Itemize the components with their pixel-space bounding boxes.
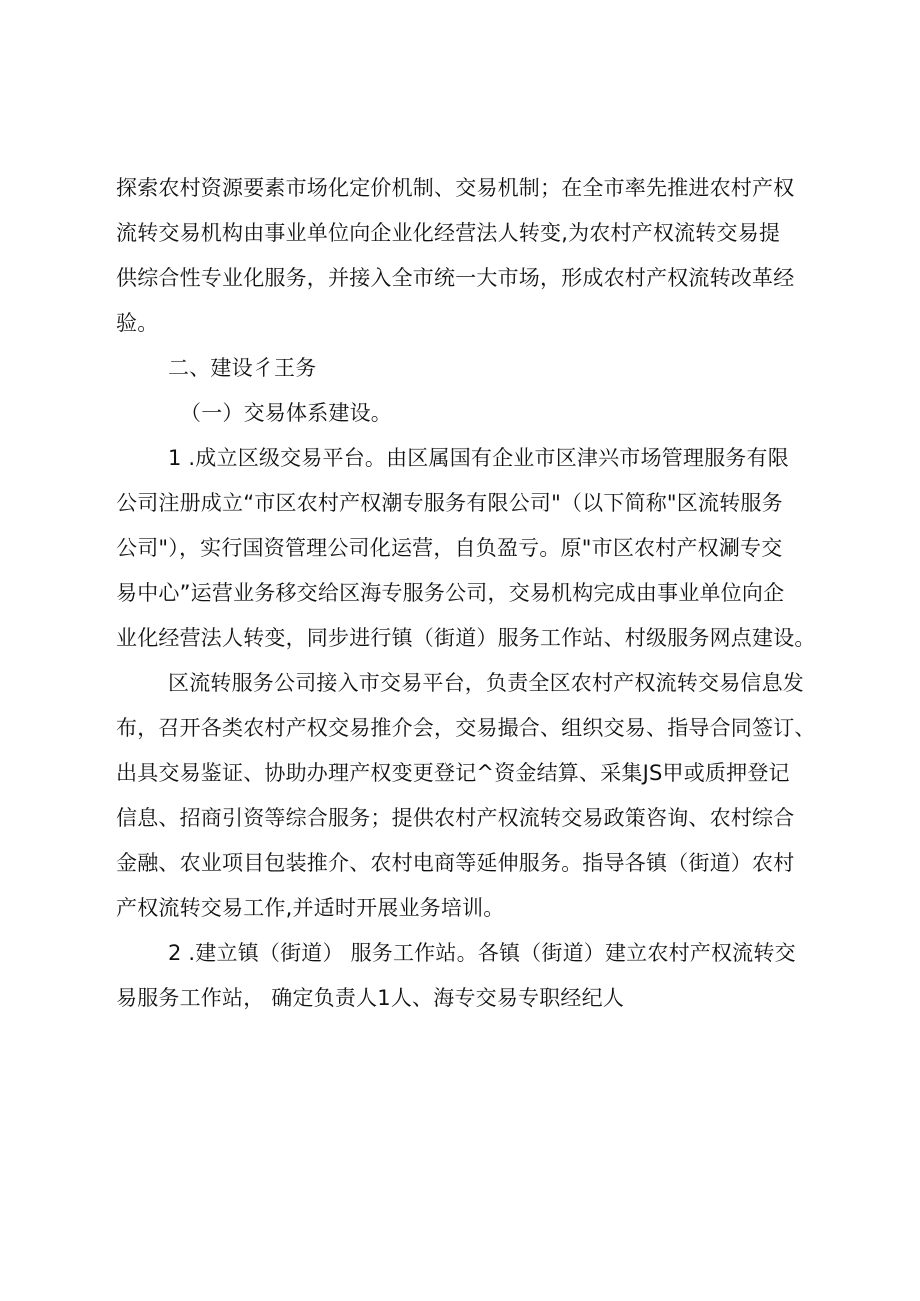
paragraph-line: 易中心”运营业务移交给区海专服务公司，交易机构完成由事业单位向企 [116, 581, 785, 605]
paragraph-line: 1 .成立区级交易平台。由区属国有企业市区津兴市场管理服务有限 [168, 446, 789, 470]
section-heading: 二、建设彳王务 [168, 356, 317, 380]
paragraph-line: 探索农村资源要素市场化定价机制、交易机制；在全市率先推进农村产权 [116, 176, 795, 200]
subsection-heading: （一）交易体系建设。 [180, 401, 392, 425]
paragraph-line: 供综合性专业化服务，并接入全市统一大市场，形成农村产权流转改革经 [116, 266, 795, 290]
paragraph-line: 流转交易机构由事业单位向企业化经营法人转变,为农村产权流转交易提 [116, 221, 781, 245]
paragraph-line: 信息、招商引资等综合服务；提供农村产权流转交易政策咨询、农村综合 [116, 806, 795, 830]
paragraph-line: 金融、农业项目包装推介、农村电商等延伸服务。指导各镇（街道）农村 [116, 851, 795, 875]
paragraph-line: 2 .建立镇（街道） 服务工作站。各镇（街道）建立农村产权流转交 [168, 941, 796, 965]
paragraph-line: 验。 [116, 311, 159, 335]
paragraph-line: 布，召开各类农村产权交易推介会，交易撮合、组织交易、指导合同签订、 [116, 716, 816, 740]
paragraph-line: 区流转服务公司接入市交易平台，负责全区农村产权流转交易信息发 [168, 671, 804, 695]
paragraph-line: 出具交易鉴证、协助办理产权变更登记^资金结算、采集JS甲或质押登记 [116, 761, 790, 785]
document-body [116, 166, 816, 1021]
paragraph-line: 产权流转交易工作,并适时开展业务培训。 [116, 896, 505, 920]
paragraph-line: 易服务工作站， 确定负责人1人、海专交易专职经纪人 [116, 986, 625, 1010]
paragraph-line: 业化经营法人转变，同步进行镇（街道）服务工作站、村级服务网点建设。 [116, 626, 816, 650]
paragraph-line: 公司注册成立“市区农村产权潮专服务有限公司"（以下简称"区流转服务 [116, 491, 783, 515]
paragraph-line: 公司"），实行国资管理公司化运营，自负盈亏。原"市区农村产权涮专交 [116, 536, 783, 560]
